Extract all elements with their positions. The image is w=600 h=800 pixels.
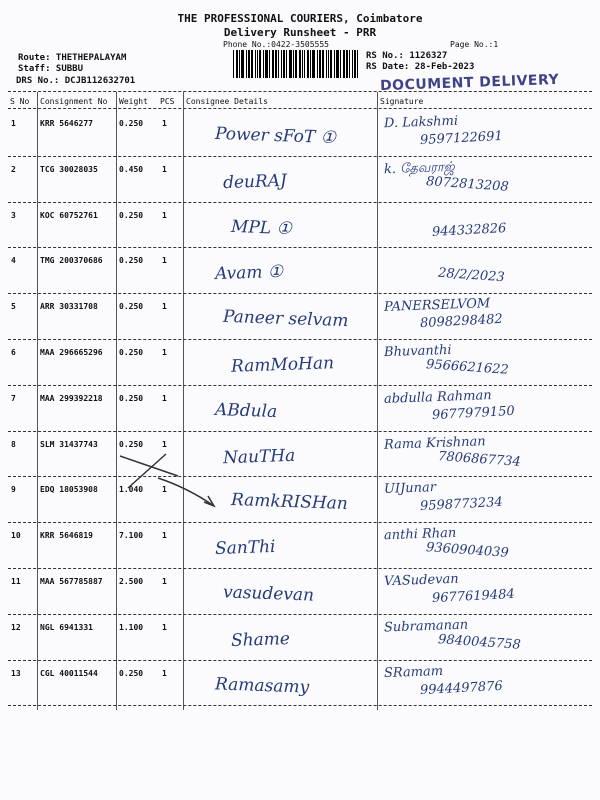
row-signature-phone: 944332826: [431, 220, 507, 240]
row-divider: [8, 476, 592, 477]
row-consignee-name: NauTHa: [222, 445, 296, 468]
row-pcs: 1: [162, 531, 167, 541]
column-header-sno: S No: [10, 97, 30, 106]
row-divider: [8, 431, 592, 432]
row-signature-phone: 7806867734: [437, 448, 522, 470]
row-pcs: 1: [162, 256, 167, 266]
row-divider: [8, 614, 592, 615]
row-signature: Bhuvanthi: [383, 342, 452, 361]
row-signature: Rama Krishnan: [383, 433, 486, 453]
row-weight: 0.250: [119, 668, 144, 678]
row-weight: 0.250: [119, 393, 144, 403]
column-header-signature: Signature: [380, 97, 424, 106]
row-signature-phone: 9597122691: [419, 128, 504, 149]
row-sno: 7: [11, 393, 16, 403]
row-consignment-number: SLM 31437743: [40, 439, 98, 449]
row-pcs: 1: [162, 302, 167, 312]
row-sno: 1: [11, 119, 16, 128]
row-consignment-number: TCG 30028035: [40, 164, 98, 174]
row-weight: 1.100: [119, 622, 144, 632]
row-signature-phone: 8072813208: [425, 173, 510, 195]
row-sno: 12: [11, 622, 21, 632]
row-weight: 0.250: [119, 119, 144, 128]
row-pcs: 1: [162, 210, 167, 220]
row-sno: 13: [11, 668, 21, 678]
table-header-rule: [8, 108, 592, 109]
row-consignment-number: KOC 60752761: [40, 210, 98, 220]
row-divider: [8, 293, 592, 294]
document-delivery-stamp: DOCUMENT DELIVERY: [379, 71, 560, 95]
row-consignment-number: CGL 40011544: [40, 668, 98, 678]
column-header-consignment: Consignment No: [40, 97, 108, 106]
row-signature-phone: 28/2/2023: [437, 266, 506, 286]
row-pcs: 1: [162, 668, 167, 678]
row-signature: UIJunar: [383, 480, 437, 498]
row-sno: 9: [11, 485, 16, 495]
rs-date: RS Date: 28-Feb-2023: [366, 62, 475, 72]
staff-label: Staff: SUBBU: [18, 64, 84, 74]
row-weight: 0.250: [119, 439, 144, 449]
column-header-consignee: Consignee Details: [186, 97, 268, 106]
row-consignee-name: Avam ①: [214, 262, 284, 285]
row-signature-phone: 9677979150: [431, 403, 516, 423]
table-top-rule: [8, 91, 592, 92]
row-consignee-name: vasudevan: [222, 582, 315, 606]
row-divider: [8, 705, 592, 706]
row-weight: 1.040: [119, 485, 144, 495]
row-divider: [8, 660, 592, 661]
crossing-arrow-icon: [118, 448, 218, 508]
row-consignee-name: Power sFoT ①: [214, 123, 337, 149]
row-pcs: 1: [162, 439, 167, 449]
row-pcs: 1: [162, 164, 167, 174]
row-consignment-number: KRR 5646277: [40, 119, 93, 128]
row-sno: 8: [11, 439, 16, 449]
row-pcs: 1: [162, 348, 167, 357]
row-signature-phone: 9677619484: [431, 586, 516, 607]
row-signature-phone: 9360904039: [425, 540, 510, 562]
column-header-weight: Weight: [119, 97, 148, 106]
row-weight: 7.100: [119, 531, 144, 541]
row-signature: Subramanan: [383, 617, 469, 636]
row-divider: [8, 156, 592, 157]
row-consignment-number: EDQ 18053908: [40, 485, 98, 495]
runsheet-title: Delivery Runsheet - PRR: [223, 26, 377, 39]
row-divider: [8, 568, 592, 569]
column-divider: [116, 92, 117, 710]
row-signature-phone: 9840045758: [437, 631, 522, 653]
row-signature: k. தேவராஜ்: [383, 159, 455, 178]
row-signature-phone: 9598773234: [419, 495, 504, 515]
row-consignment-number: TMG 200370686: [40, 256, 103, 266]
row-signature-phone: 9566621622: [425, 357, 510, 378]
row-pcs: 1: [162, 393, 167, 403]
row-consignment-number: ARR 30331708: [40, 302, 98, 312]
row-signature-phone: 9944497876: [419, 678, 504, 698]
row-sno: 10: [11, 531, 21, 541]
row-sno: 11: [11, 577, 21, 586]
row-consignment-number: NGL 6941331: [40, 622, 93, 632]
row-weight: 0.250: [119, 348, 144, 357]
row-weight: 0.250: [119, 302, 144, 312]
drs-number: DRS No.: DCJB112632701: [16, 76, 136, 86]
row-consignee-name: Ramasamy: [214, 673, 310, 698]
row-signature: PANERSELVOM: [383, 296, 491, 316]
row-pcs: 1: [162, 577, 167, 586]
page-number: Page No.:1: [450, 40, 499, 49]
row-consignee-name: MPL ①: [230, 216, 293, 239]
row-signature: anthi Rhan: [383, 525, 457, 544]
row-pcs: 1: [162, 485, 167, 495]
column-divider: [183, 92, 184, 710]
row-consignee-name: Shame: [230, 628, 291, 651]
phone-number: Phone No.:0422-3505555: [223, 40, 329, 49]
row-consignment-number: MAA 567785887: [40, 577, 103, 586]
rs-number: RS No.: 1126327: [366, 51, 448, 61]
row-divider: [8, 247, 592, 248]
row-consignee-name: SanThi: [214, 537, 276, 560]
row-signature-phone: 8098298482: [419, 312, 504, 332]
row-sno: 5: [11, 302, 16, 312]
row-pcs: 1: [162, 622, 167, 632]
row-signature: abdulla Rahman: [383, 387, 492, 407]
row-weight: 0.250: [119, 210, 144, 220]
row-consignee-name: Paneer selvam: [222, 307, 349, 332]
row-consignment-number: KRR 5646819: [40, 531, 93, 541]
row-weight: 0.250: [119, 256, 144, 266]
column-divider: [37, 92, 38, 710]
courier-company-title: THE PROFESSIONAL COURIERS, Coimbatore: [177, 12, 423, 25]
row-sno: 4: [11, 256, 16, 266]
row-weight: 0.450: [119, 164, 144, 174]
row-consignment-number: MAA 296665296: [40, 348, 103, 357]
route-label: Route: THETHEPALAYAM: [18, 53, 127, 63]
row-consignee-name: ABdula: [214, 399, 278, 422]
column-divider: [377, 92, 378, 710]
row-sno: 6: [11, 348, 16, 357]
barcode-icon: [232, 50, 360, 78]
row-weight: 2.500: [119, 577, 144, 586]
row-divider: [8, 202, 592, 203]
row-consignee-name: RamMoHan: [230, 353, 335, 377]
row-consignee-name: deuRAJ: [222, 170, 288, 193]
row-divider: [8, 522, 592, 523]
row-signature: VASudevan: [383, 571, 459, 590]
row-divider: [8, 385, 592, 386]
row-signature: D. Lakshmi: [383, 113, 459, 132]
column-header-pcs: PCS: [160, 97, 175, 106]
row-pcs: 1: [162, 119, 167, 128]
row-consignment-number: MAA 299392218: [40, 393, 103, 403]
row-signature: SRamam: [383, 663, 444, 681]
row-sno: 2: [11, 164, 16, 174]
row-sno: 3: [11, 210, 16, 220]
row-consignee-name: RamkRISHan: [230, 490, 349, 515]
row-divider: [8, 339, 592, 340]
